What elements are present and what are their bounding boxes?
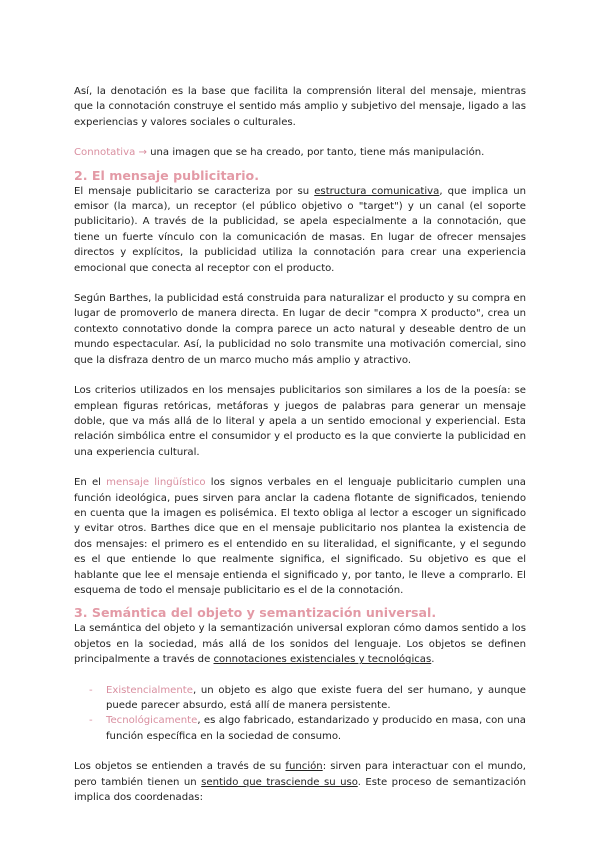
section-2-heading: 2. El mensaje publicitario. xyxy=(74,167,259,183)
connotativa-text: una imagen que se ha creado, por tanto, tiene más manipulación. xyxy=(150,147,485,159)
underlined-term: función xyxy=(285,761,323,773)
intro-paragraph: Así, la denotación es la base que facilita la comprensión literal del mensaje, mientras que la connotación construye el sentido más amplio y subjetivo del mensaje, ligado a las experiencias y valores sociales o culturales. xyxy=(74,86,526,128)
dash-bullet: - xyxy=(89,684,93,696)
section-2-paragraph-1: El mensaje publicitario se caracteriza por su estructura comunicativa, que implica un emisor (la marca), un receptor (el público objetivo o "target") y un canal (el soporte publicitario). A través de la publicidad, se apela especialmente a la connotación, que tiene un fuerte vínculo con la comunicación de masas. En lugar de ofrecer mensajes directos y explícitos, la publicidad utiliza la connotación para crear una experiencia emocional que conecta al receptor con el producto. xyxy=(74,185,527,274)
document-page xyxy=(74,84,526,805)
section-3-paragraph-2: Los objetos se entienden a través de su función: sirven para interactuar con el mundo, pero también tienen un sentido que trasciende su uso. Este proceso de semantización implica dos coordenadas: xyxy=(74,761,526,804)
connotativa-paragraph xyxy=(74,145,526,160)
section-2-paragraph-4: En el mensaje lingüístico los signos verbales en el lenguaje publicitario cumplen una función ideológica, pues sirven para anclar la cadena flotante de significados, teniendo en cuenta que la imagen es polisémica. El texto obliga al lector a escoger un significado y evitar otros. Barthes dice que en el mensaje publicitario nos plantea la existencia de dos mensajes: el primero es el entendido en su literalidad, el significante, y el segundo es el que entiende lo que realmente significa, el significado. Su objetivo es que el hablante que lee el mensaje entienda el significado y, por tanto, le lleve a comprarlo. El esquema de todo el mensaje publicitario es el de la connotación. xyxy=(74,477,526,596)
underlined-term: connotaciones existenciales y tecnológicas xyxy=(213,654,432,666)
objects-list xyxy=(74,683,526,745)
section-3-paragraph-1: La semántica del objeto y la semantización universal exploran cómo damos sentido a los objetos en la sociedad, más allá de los sonidos del lenguaje. Los objetos se definen principalmente a través de connotaciones existenciales y tecnológicas. xyxy=(74,623,526,666)
highlighted-term: mensaje lingüístico xyxy=(106,477,206,489)
list-item: - Tecnológicamente, es algo fabricado, estandarizado y producido en masa, con una función específica en la sociedad de consumo. xyxy=(89,715,526,742)
underlined-term: estructura comunicativa xyxy=(314,185,440,197)
section-3-heading: 3. Semántica del objeto y semantización universal. xyxy=(74,605,437,621)
list-term: Tecnológicamente xyxy=(106,715,198,727)
underlined-term: sentido que trasciende su uso xyxy=(201,776,358,788)
list-item: - Existencialmente, un objeto es algo que existe fuera del ser humano, y aunque puede parecer absurdo, está allí de manera persistente. xyxy=(89,684,526,711)
section-2-paragraph-3: Los criterios utilizados en los mensajes publicitarios son similares a los de la poesía: se emplean figuras retóricas, metáforas y juegos de palabras para generar un mensaje doble, que va más allá de lo literal y apela a un sentido emocional y experiencial. Esta relación simbólica entre el consumidor y el producto es la que convierte la publicidad en una experiencia cultural. xyxy=(74,385,526,458)
dash-bullet: - xyxy=(89,715,93,727)
list-term: Existencialmente xyxy=(106,684,193,696)
section-2-paragraph-2: Según Barthes, la publicidad está construida para naturalizar el producto y su compra en lugar de promoverlo de manera directa. En lugar de decir "compra X producto", crea un contexto connotativo donde la compra parece un acto natural y deseable dentro de un mundo espectacular. Así, la publicidad no solo transmite una motivación comercial, sino que la disfraza dentro de un marco mucho más amplio y atractivo. xyxy=(74,293,526,366)
arrow-icon: → xyxy=(135,147,151,159)
connotativa-term: Connotativa xyxy=(74,147,136,159)
